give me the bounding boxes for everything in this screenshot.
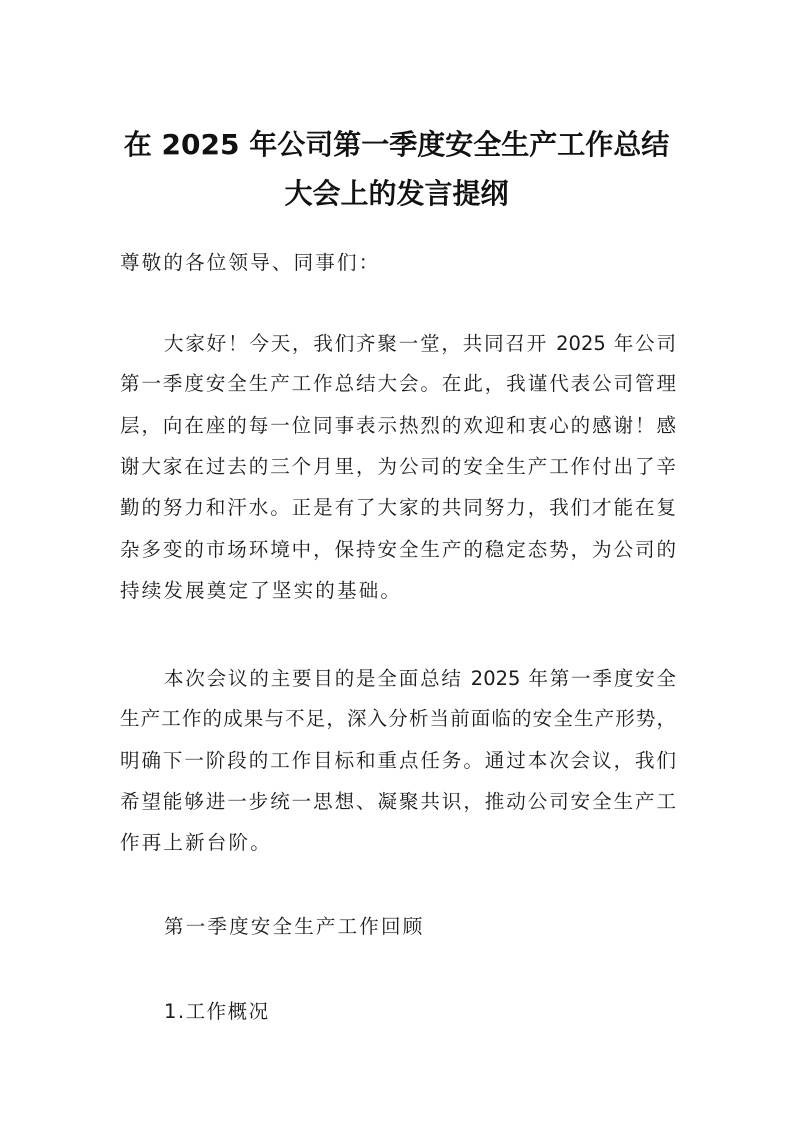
salutation: 尊敬的各位领导、同事们： xyxy=(120,251,381,274)
paragraph-2-line-4: 希望能够进一步统一思想、凝聚共识，推动公司安全生产工 xyxy=(120,790,676,813)
subsection-heading: 1.工作概况 xyxy=(164,1000,270,1023)
paragraph-1-line-7: 持续发展奠定了坚实的基础。 xyxy=(120,579,403,602)
paragraph-1-line-6: 杂多变的市场环境中，保持安全生产的稳定态势，为公司的 xyxy=(120,538,676,561)
paragraph-2-line-1: 本次会议的主要目的是全面总结 2025 年第一季度安全 xyxy=(164,667,676,690)
document-title-line-1: 在 2025 年公司第一季度安全生产工作总结 xyxy=(123,128,670,161)
paragraph-1-line-4: 谢大家在过去的三个月里，为公司的安全生产工作付出了辛 xyxy=(120,455,676,478)
section-heading: 第一季度安全生产工作回顾 xyxy=(164,915,425,938)
paragraph-2-line-5: 作再上新台阶。 xyxy=(120,831,272,854)
paragraph-1-line-2: 第一季度安全生产工作总结大会。在此，我谨代表公司管理 xyxy=(120,372,676,395)
paragraph-1-line-3: 层，向在座的每一位同事表示热烈的欢迎和衷心的感谢！感 xyxy=(120,414,676,437)
paragraph-2-line-2: 生产工作的成果与不足，深入分析当前面临的安全生产形势， xyxy=(120,707,676,730)
paragraph-2-line-3: 明确下一阶段的工作目标和重点任务。通过本次会议，我们 xyxy=(120,749,676,772)
document-title-line-2: 大会上的发言提纲 xyxy=(284,177,509,210)
paragraph-1-line-5: 勤的努力和汗水。正是有了大家的共同努力，我们才能在复 xyxy=(120,496,676,519)
paragraph-1-line-1: 大家好！今天，我们齐聚一堂，共同召开 2025 年公司 xyxy=(164,332,676,355)
